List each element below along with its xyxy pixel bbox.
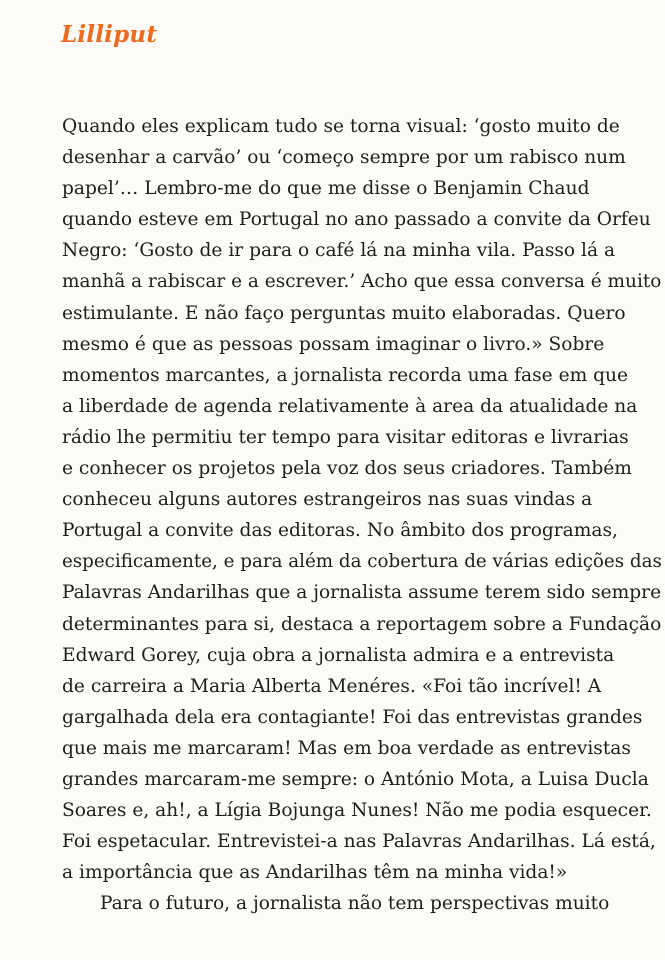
article-line: gargalhada dela era contagiante! Foi das entrevistas grandes bbox=[62, 706, 643, 728]
article-line: papel’… Lembro-me do que me disse o Benjamin Chaud bbox=[62, 178, 590, 200]
article-line: manhã a rabiscar e a escrever.’ Acho que essa conversa é muito bbox=[62, 271, 662, 293]
article-body bbox=[62, 111, 662, 919]
article-line: e conhecer os projetos pela voz dos seus criadores. Também bbox=[62, 458, 632, 480]
article-line: Soares e, ah!, a Lígia Bojunga Nunes! Não me podia esquecer. bbox=[62, 800, 652, 822]
article-line: conheceu alguns autores estrangeiros nas suas vindas a bbox=[62, 489, 593, 511]
article-line: que mais me marcaram! Mas em boa verdade as entrevistas bbox=[62, 737, 631, 759]
article-line: desenhar a carvão’ ou ‘começo sempre por um rabisco num bbox=[62, 147, 626, 169]
article-line: momentos marcantes, a jornalista recorda uma fase em que bbox=[62, 364, 629, 386]
article-line: quando esteve em Portugal no ano passado a convite da Orfeu bbox=[62, 209, 651, 231]
article-line: estimulante. E não faço perguntas muito elaboradas. Quero bbox=[62, 302, 626, 324]
article-line: rádio lhe permitiu ter tempo para visitar editoras e livrarias bbox=[62, 426, 629, 448]
article-line: mesmo é que as pessoas possam imaginar o livro.» Sobre bbox=[62, 333, 605, 355]
paragraph-start-line: Para o futuro, a jornalista não tem perspectivas muito bbox=[100, 893, 610, 915]
article-line: a importância que as Andarilhas têm na minha vida!» bbox=[62, 862, 568, 884]
article-line: Portugal a convite das editoras. No âmbito dos programas, bbox=[62, 520, 618, 542]
publication-logo: Lilliput bbox=[61, 21, 158, 48]
article-line: Foi espetacular. Entrevistei-a nas Palavras Andarilhas. Lá está, bbox=[62, 831, 656, 853]
article-line: Quando eles explicam tudo se torna visual: ‘gosto muito de bbox=[62, 116, 620, 137]
article-line: a liberdade de agenda relativamente à area da atualidade na bbox=[62, 395, 638, 417]
article-line: de carreira a Maria Alberta Menéres. «Foi tão incrível! A bbox=[62, 675, 602, 697]
article-line: Negro: ‘Gosto de ir para o café lá na minha vila. Passo lá a bbox=[62, 240, 616, 262]
article-line: especificamente, e para além da cobertura de várias edições das bbox=[62, 551, 662, 573]
article-line: Palavras Andarilhas que a jornalista assume terem sido sempre bbox=[62, 582, 662, 604]
article-line: Edward Gorey, cuja obra a jornalista admira e a entrevista bbox=[62, 644, 615, 666]
article-line: grandes marcaram-me sempre: o António Mota, a Luisa Ducla bbox=[62, 768, 649, 790]
article-line: determinantes para si, destaca a reportagem sobre a Fundação bbox=[62, 613, 662, 635]
